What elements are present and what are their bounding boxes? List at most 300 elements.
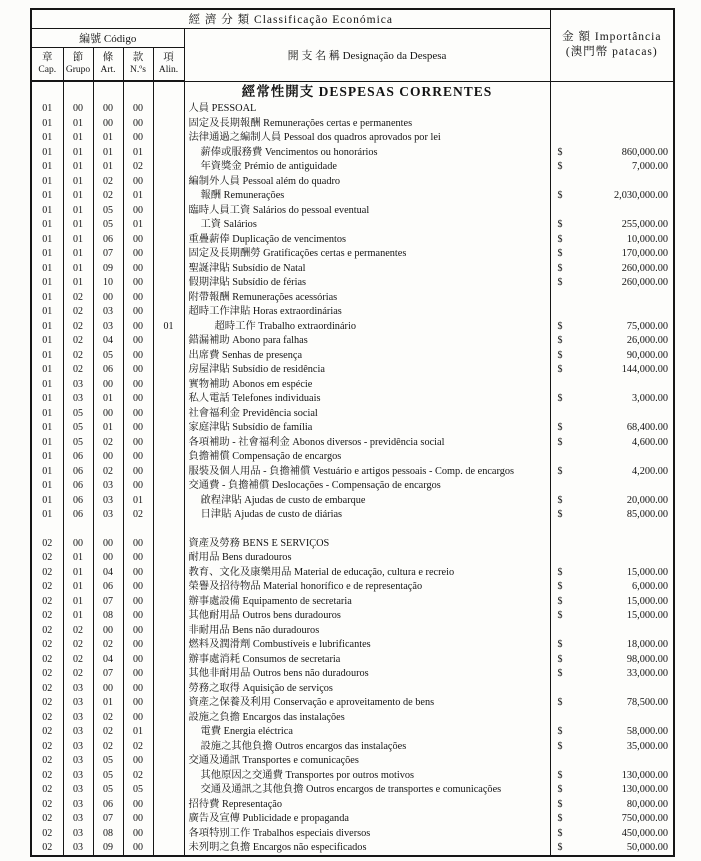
code-ns: 00 [123,841,153,856]
table-row [31,754,674,769]
amount-wrap [551,567,674,579]
amount-value: 260,000.00 [621,277,669,289]
code-cap: 01 [31,392,63,407]
code-grupo: 02 [63,363,93,378]
code-alin [153,175,184,190]
code-alin [153,566,184,581]
amount-wrap [551,495,674,507]
designation-cell: 資產及勞務 BENS E SERVIÇOS [184,537,550,552]
amount-cell [550,696,674,711]
code-art: 00 [93,551,123,566]
table-row [31,465,674,480]
code-grupo: 01 [63,276,93,291]
currency-symbol: $ [557,827,563,839]
code-alin [153,81,184,102]
code-art: 02 [93,465,123,480]
code-alin [153,421,184,436]
code-grupo: 01 [63,551,93,566]
amount-wrap [551,668,674,680]
designation-cell: 社會福利金 Previdência social [184,407,550,422]
code-ns: 00 [123,624,153,639]
amount-cell [550,117,674,132]
code-grupo: 03 [63,711,93,726]
table-row [31,363,674,378]
amount-wrap [551,147,674,159]
code-art: 07 [93,247,123,262]
amount-value: 68,400.00 [626,422,669,434]
code-ns: 00 [123,450,153,465]
code-grupo: 01 [63,566,93,581]
code-art: 04 [93,653,123,668]
code-alin [153,508,184,523]
code-cap: 01 [31,218,63,233]
amount-value: 255,000.00 [621,219,669,231]
code-alin [153,711,184,726]
code-ns: 00 [123,247,153,262]
currency-symbol: $ [557,349,563,361]
code-cap: 01 [31,349,63,364]
code-cap: 02 [31,682,63,697]
code-ns: 00 [123,305,153,320]
amount-wrap [551,842,674,854]
table-row [31,711,674,726]
amount-cell [550,131,674,146]
code-art: 09 [93,841,123,856]
amount-cell [550,551,674,566]
code-art: 03 [93,305,123,320]
currency-symbol: $ [557,262,563,274]
designation-cell: 出席費 Senhas de presença [184,349,550,364]
amount-wrap [551,697,674,709]
designation-cell: 超時工作 Trabalho extraordinário [184,320,550,335]
amount-wrap [551,219,674,231]
code-alin [153,682,184,697]
table-row [31,276,674,291]
code-alin [153,117,184,132]
code-alin [153,551,184,566]
code-ns [123,81,153,102]
header-row-classification [31,9,674,28]
amount-wrap [551,741,674,753]
table-row [31,769,674,784]
amount-value: 7,000.00 [632,161,669,173]
amount-cell [550,682,674,697]
code-cap: 02 [31,638,63,653]
code-cap [31,523,63,537]
table-row [31,247,674,262]
code-ns: 00 [123,102,153,117]
amount-cell [550,537,674,552]
code-art: 10 [93,276,123,291]
code-cap: 01 [31,247,63,262]
code-art: 08 [93,609,123,624]
designation-cell: 招待費 Representação [184,798,550,813]
code-cap: 01 [31,465,63,480]
code-alin [153,638,184,653]
table-row [31,638,674,653]
designation-cell: 法律通過之編制人員 Pessoal dos quadros aprovados por lei [184,131,550,146]
code-alin [153,537,184,552]
table-row [31,812,674,827]
code-ns: 00 [123,262,153,277]
code-cap: 01 [31,291,63,306]
code-grupo: 02 [63,653,93,668]
amount-value: 4,200.00 [632,465,669,477]
designation-cell: 辦事處設備 Equipamento de secretaria [184,595,550,610]
code-art: 00 [93,102,123,117]
code-art: 09 [93,262,123,277]
code-grupo: 02 [63,291,93,306]
blank-row [31,523,674,537]
designation-cell: 超時工作津貼 Horas extraordinárias [184,305,550,320]
code-cap: 01 [31,421,63,436]
code-header: 編號 Código [31,28,184,47]
designation-cell: 交通費 - 負擔補償 Deslocações - Compensação de encargos [184,479,550,494]
code-grupo: 01 [63,175,93,190]
classification-header: 經 濟 分 類 Classificação Económica [31,9,550,28]
currency-symbol: $ [557,798,563,810]
code-alin [153,769,184,784]
amount-cell [550,566,674,581]
table-row [31,580,674,595]
amount-value: 130,000.00 [621,784,669,796]
code-grupo [63,81,93,102]
amount-cell [550,653,674,668]
amount-value: 26,000.00 [626,335,669,347]
code-grupo: 03 [63,392,93,407]
code-cap: 01 [31,479,63,494]
code-alin [153,392,184,407]
code-alin [153,624,184,639]
code-ns: 00 [123,551,153,566]
amount-cell [550,102,674,117]
designation-cell: 其他耐用品 Outros bens duradouros [184,609,550,624]
code-grupo: 01 [63,117,93,132]
code-grupo: 02 [63,305,93,320]
designation-cell: 各項特別工作 Trabalhos especiais diversos [184,827,550,842]
code-art: 03 [93,494,123,509]
amount-cell [550,421,674,436]
amount-cell [550,754,674,769]
code-ns: 00 [123,276,153,291]
code-alin [153,812,184,827]
amount-wrap [551,364,674,376]
code-grupo: 06 [63,494,93,509]
amount-cell [550,305,674,320]
amount-wrap [551,654,674,666]
currency-symbol: $ [557,726,563,738]
designation-cell: 報酬 Remunerações [184,189,550,204]
code-grupo: 02 [63,349,93,364]
table-row [31,421,674,436]
code-art: 02 [93,740,123,755]
code-art: 04 [93,566,123,581]
table-row [31,320,674,335]
code-grupo: 06 [63,479,93,494]
code-art: 00 [93,407,123,422]
code-grupo: 01 [63,233,93,248]
code-ns: 01 [123,218,153,233]
code-cap: 01 [31,102,63,117]
code-cap: 02 [31,725,63,740]
code-art: 02 [93,189,123,204]
currency-symbol: $ [557,813,563,825]
code-ns: 00 [123,291,153,306]
table-row [31,262,674,277]
designation-cell: 聖誕津貼 Subsídio de Natal [184,262,550,277]
code-art: 05 [93,754,123,769]
code-cap: 02 [31,551,63,566]
code-alin [153,247,184,262]
currency-symbol: $ [557,233,563,245]
code-grupo: 02 [63,667,93,682]
amount-cell [550,189,674,204]
code-art: 05 [93,783,123,798]
designation-cell: 非耐用品 Bens não duradouros [184,624,550,639]
code-ns: 00 [123,436,153,451]
designation-cell: 電費 Energia eléctrica [184,725,550,740]
amount-cell [550,711,674,726]
designation-cell: 家庭津貼 Subsídio de família [184,421,550,436]
code-grupo: 03 [63,696,93,711]
code-grupo: 01 [63,609,93,624]
amount-cell [550,334,674,349]
code-cap: 02 [31,812,63,827]
code-cap: 01 [31,450,63,465]
code-alin [153,609,184,624]
amount-cell [550,769,674,784]
code-cap: 02 [31,580,63,595]
code-ns: 00 [123,407,153,422]
code-alin [153,465,184,480]
table-row [31,378,674,393]
code-cap: 02 [31,711,63,726]
code-alin [153,218,184,233]
amount-cell [550,81,674,102]
code-cap: 01 [31,262,63,277]
currency-symbol: $ [557,335,563,347]
table-row [31,551,674,566]
amount-cell [550,320,674,335]
currency-symbol: $ [557,364,563,376]
code-ns: 00 [123,465,153,480]
code-grupo: 03 [63,725,93,740]
code-ns: 00 [123,117,153,132]
col-header-ns: 款 N.ºs [123,47,153,81]
code-ns: 00 [123,812,153,827]
table-row [31,740,674,755]
table-row [31,537,674,552]
code-cap: 02 [31,566,63,581]
code-alin [153,189,184,204]
designation-cell: 廣告及宣傳 Publicidade e propaganda [184,812,550,827]
currency-symbol: $ [557,769,563,781]
code-art: 05 [93,204,123,219]
amount-value: 20,000.00 [626,494,669,506]
currency-symbol: $ [557,465,563,477]
code-alin [153,783,184,798]
code-grupo: 03 [63,682,93,697]
code-alin: 01 [153,320,184,335]
code-grupo: 05 [63,421,93,436]
amount-value: 450,000.00 [621,827,669,839]
code-art: 08 [93,827,123,842]
table-row [31,783,674,798]
code-alin [153,798,184,813]
designation-cell: 房屋津貼 Subsídio de residência [184,363,550,378]
code-grupo: 03 [63,798,93,813]
designation-cell: 其他原因之交通費 Transportes por outros motivos [184,769,550,784]
table-row [31,436,674,451]
code-art: 05 [93,218,123,233]
amount-cell [550,798,674,813]
designation-cell: 交通及通訊 Transportes e comunicações [184,754,550,769]
code-ns: 00 [123,566,153,581]
code-art: 05 [93,769,123,784]
code-ns: 02 [123,508,153,523]
budget-table [30,8,675,857]
amount-wrap [551,422,674,434]
code-cap: 01 [31,407,63,422]
amount-value: 2,030,000.00 [613,190,669,202]
code-cap: 01 [31,508,63,523]
amount-header-line1: 金 額 Importância [562,31,662,44]
designation-cell: 實物補助 Abonos em espécie [184,378,550,393]
amount-wrap [551,770,674,782]
amount-wrap [551,393,674,405]
table-row [31,407,674,422]
code-grupo: 02 [63,638,93,653]
amount-cell [550,276,674,291]
amount-wrap [551,799,674,811]
code-cap [31,81,63,102]
amount-wrap [551,437,674,449]
amount-value: 75,000.00 [626,320,669,332]
currency-symbol: $ [557,581,563,593]
designation-cell: 負擔補償 Compensação de encargos [184,450,550,465]
table-row [31,160,674,175]
amount-cell [550,349,674,364]
code-ns: 00 [123,392,153,407]
amount-cell [550,827,674,842]
amount-value: 80,000.00 [626,798,669,810]
amount-value: 35,000.00 [626,740,669,752]
designation-cell: 重疊薪俸 Duplicação de vencimentos [184,233,550,248]
col-header-cap: 章 Cap. [31,47,63,81]
code-grupo: 03 [63,812,93,827]
code-alin [153,233,184,248]
amount-wrap [551,509,674,521]
code-art: 05 [93,349,123,364]
table-row [31,682,674,697]
table-row [31,102,674,117]
code-ns: 02 [123,740,153,755]
code-art: 06 [93,233,123,248]
table-row [31,450,674,465]
designation-cell: 私人電話 Telefones individuais [184,392,550,407]
code-cap: 01 [31,117,63,132]
currency-symbol: $ [557,190,563,202]
table-row [31,131,674,146]
code-art: 01 [93,131,123,146]
amount-wrap [551,828,674,840]
amount-value: 4,600.00 [632,436,669,448]
code-cap: 01 [31,189,63,204]
code-ns: 00 [123,421,153,436]
code-ns: 00 [123,696,153,711]
code-grupo: 01 [63,131,93,146]
code-grupo [63,523,93,537]
code-art: 04 [93,334,123,349]
code-grupo: 01 [63,160,93,175]
code-cap: 01 [31,131,63,146]
amount-wrap [551,726,674,738]
amount-value: 78,500.00 [626,697,669,709]
code-alin [153,696,184,711]
table-row [31,189,674,204]
designation-cell: 設施之其他負擔 Outros encargos das instalações [184,740,550,755]
table-row [31,392,674,407]
amount-cell [550,595,674,610]
amount-wrap [551,813,674,825]
currency-symbol: $ [557,610,563,622]
table-row [31,827,674,842]
designation-cell: 交通及通訊之其他負擔 Outros encargos de transportes e comunicações [184,783,550,798]
code-art: 06 [93,580,123,595]
code-grupo: 00 [63,537,93,552]
code-ns: 00 [123,653,153,668]
amount-cell [550,479,674,494]
currency-symbol: $ [557,320,563,332]
table-row [31,146,674,161]
amount-cell [550,812,674,827]
table-row [31,725,674,740]
currency-symbol: $ [557,248,563,260]
code-alin [153,291,184,306]
code-cap: 01 [31,146,63,161]
code-art: 00 [93,624,123,639]
currency-symbol: $ [557,146,563,158]
amount-cell [550,638,674,653]
amount-wrap [551,350,674,362]
designation-cell: 耐用品 Bens duradouros [184,551,550,566]
table-row [31,798,674,813]
amount-wrap [551,581,674,593]
table-row [31,508,674,523]
designation-cell: 教育、文化及康樂用品 Material de educação, cultura e recreio [184,566,550,581]
amount-value: 260,000.00 [621,262,669,274]
currency-symbol: $ [557,219,563,231]
code-grupo: 02 [63,334,93,349]
code-alin [153,378,184,393]
code-ns: 00 [123,204,153,219]
code-cap: 02 [31,798,63,813]
table-header [31,9,674,81]
code-cap: 01 [31,363,63,378]
amount-cell [550,218,674,233]
code-art: 02 [93,436,123,451]
code-art: 02 [93,711,123,726]
amount-value: 58,000.00 [626,726,669,738]
amount-header-line2: (澳門幣 patacas) [565,46,658,59]
code-cap: 02 [31,769,63,784]
code-cap: 01 [31,204,63,219]
code-ns: 00 [123,537,153,552]
currency-symbol: $ [557,653,563,665]
code-alin [153,827,184,842]
designation-cell: 各項補助 - 社會福利金 Abonos diversos - previdência social [184,436,550,451]
code-ns: 01 [123,494,153,509]
